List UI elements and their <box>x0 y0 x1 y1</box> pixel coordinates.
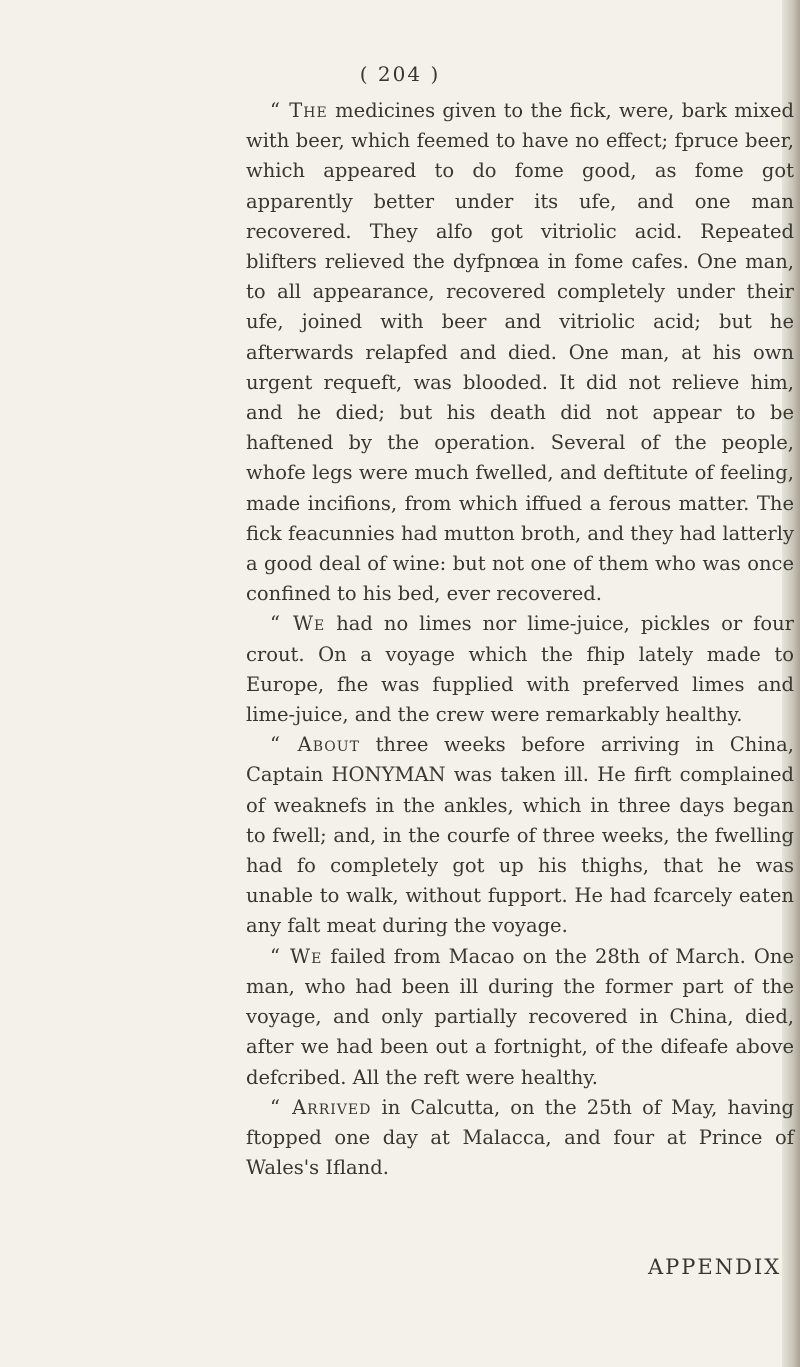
paragraph-lead: “ About <box>270 733 360 757</box>
paragraph <box>246 609 794 730</box>
paragraph <box>246 942 794 1093</box>
paragraph <box>246 1093 794 1184</box>
paragraph-lead: “ We <box>270 612 326 636</box>
paragraph-text: in Calcutta, on the 25th of May, having ftopped one day at Malacca, and four at Prince of Wales's Ifland. <box>246 1095 794 1180</box>
paragraph-text: medicines given to the fick, were, bark mixed with beer, which feemed to have no effect; fpruce beer, which appeared to do fome good, as fome got apparently better under its ufe, and one man recovered. They alfo got vitriolic acid. Repeated blifters relieved the dyfpnœa in fome cafes. One man, to all appearance, recovered completely under their ufe, joined with beer and vitriolic acid; but he afterwards relapfed and died. One man, at his own urgent requeft, was blooded. It did not relieve him, and he died; but his death did not appear to be haftened by the operation. Several of the people, whofe legs were much fwelled, and deftitute of feeling, made incifions, from which iffued a ferous matter. The fick feacunnies had mutton broth, and they had latterly a good deal of wine: but not one of them who was once confined to his bed, ever recovered. <box>246 99 794 606</box>
body-text <box>246 96 794 1183</box>
page-number: ( 204 ) <box>359 62 441 86</box>
paragraph-lead: “ Arrived <box>270 1095 372 1119</box>
paragraph <box>246 96 794 609</box>
paragraph-lead: “ The <box>270 99 328 122</box>
paragraph <box>246 730 794 941</box>
paragraph-lead: “ We <box>270 944 323 968</box>
paragraph-text: had no limes nor lime-juice, pickles or four crout. On a voyage which the fhip lately made to Europe, fhe was fupplied with preferved limes and lime-juice, and the crew were remarkably healthy. <box>246 612 795 727</box>
paragraph-text: three weeks before arriving in China, Captain HONYMAN was taken ill. He firft complained of weaknefs in the ankles, which in three days began to fwell; and, in the courfe of three weeks, the fwelling had fo completely got up his thighs, that he was unable to walk, without fupport. He had fcarcely eaten any falt meat during the voyage. <box>246 733 794 938</box>
paragraph-text: failed from Macao on the 28th of March. One man, who had been ill during the former part of the voyage, and only partially recovered in China, died, after we had been out a fortnight, of the difeafe above defcribed. All the reft were healthy. <box>246 944 794 1089</box>
catchword: APPENDIX <box>648 1255 782 1279</box>
